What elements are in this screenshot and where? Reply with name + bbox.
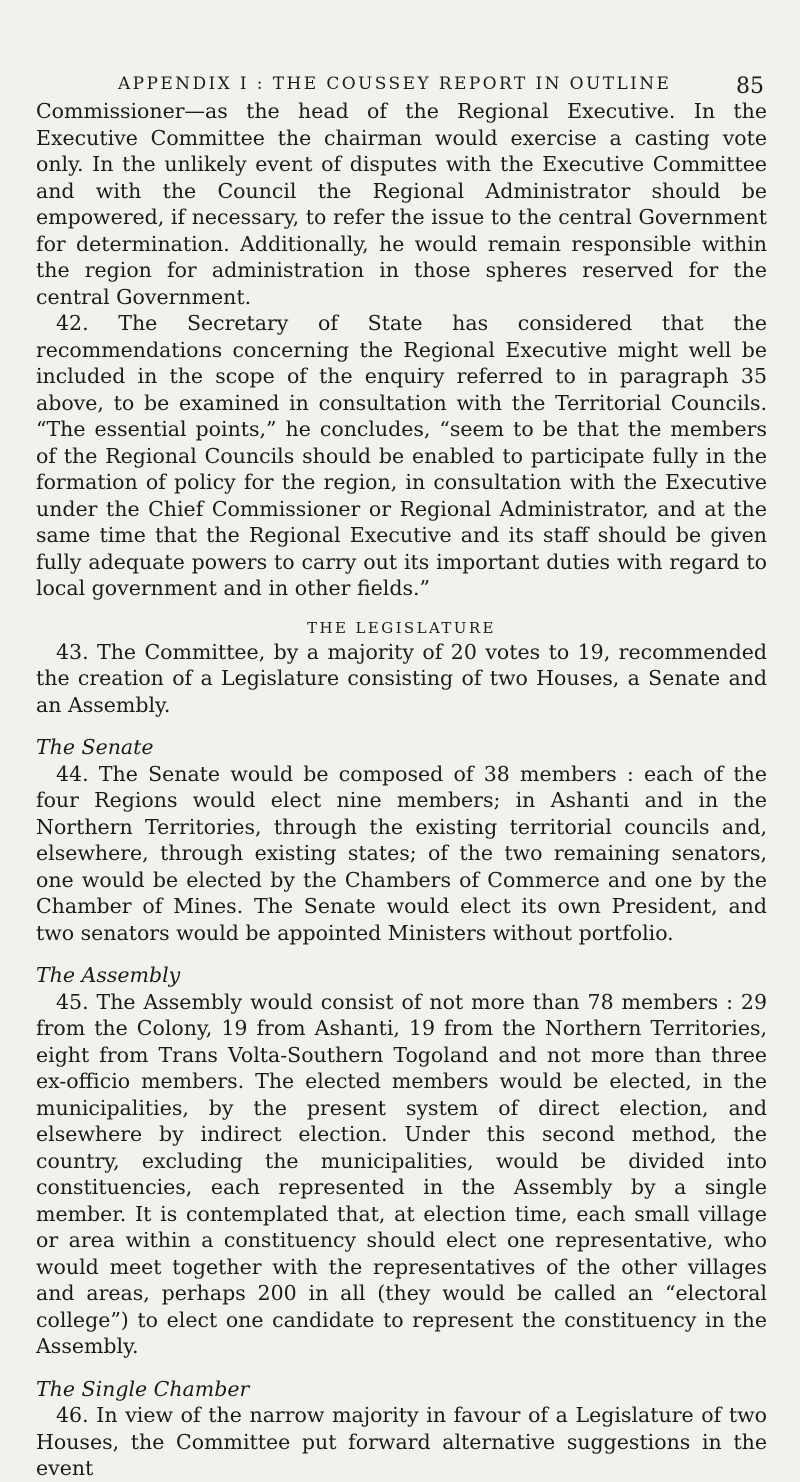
subheading-senate: The Senate	[36, 735, 154, 759]
paragraph-46: 46. In view of the narrow majority in favour of a Legislature of two Houses, the Committee put forward alternative suggestions in the event	[36, 1403, 767, 1480]
subheading-single-chamber: The Single Chamber	[36, 1376, 250, 1401]
paragraph-43: 43. The Committee, by a majority of 20 votes to 19, recommended the creation of a Legislature consisting of two Houses, a Senate and an Assembly.	[36, 639, 767, 717]
body-text	[36, 98, 767, 1482]
paragraph-continued: Commissioner—as the head of the Regional Executive. In the Executive Committee the chairman would exercise a casting vote only. In the unlikely event of disputes with the Executive Committee and with the Council the Regional Administrator should be empowered, if necessary, to refer the issue to the central Government for determination. Additionally, he would remain responsible within the region for administration in those spheres reserved for the central Government.	[36, 99, 767, 309]
paragraph-42: 42. The Secretary of State has considered that the recommendations concerning the Regional Executive might well be included in the scope of the enquiry referred to in paragraph 35 above, to be examined in consultation with the Territorial Councils. “The essential points,” he concludes, “seem to be that the members of the Regional Councils should be enabled to participate fully in the formation of policy for the region, in consultation with the Executive under the Chief Commissioner or Regional Administrator, and at the same time that the Regional Executive and its staff should be given fully adequate powers to carry out its important duties with regard to local government and in other fields.”	[36, 311, 767, 600]
paragraph-44: 44. The Senate would be composed of 38 members : each of the four Regions would elect nine members; in Ashanti and in the Northern Territories, through the existing territorial councils and, elsewhere, through existing states; of the two remaining senators, one would be elected by the Chambers of Commerce and one by the Chamber of Mines. The Senate would elect its own President, and two senators would be appointed Ministers without portfolio.	[36, 761, 767, 945]
running-head: APPENDIX I : THE COUSSEY REPORT IN OUTLINE	[118, 74, 672, 94]
section-heading-legislature: THE LEGISLATURE	[307, 618, 496, 637]
paragraph-45: 45. The Assembly would consist of not more than 78 members : 29 from the Colony, 19 from Ashanti, 19 from the Northern Territories, eight from Trans Volta-Southern Togoland and not more than three ex-officio members. The elected members would be elected, in the municipalities, by the present system of direct election, and elsewhere by indirect election. Under this second method, the country, excluding the municipalities, would be divided into constituencies, each represented in the Assembly by a single member. It is contemplated that, at election time, each small village or area within a constituency should elect one representative, who would meet together with the representatives of the other villages and areas, perhaps 200 in all (they would be called an “electoral college”) to elect one candidate to represent the constituency in the Assembly.	[36, 989, 767, 1358]
subheading-assembly: The Assembly	[36, 963, 181, 987]
page-number: 85	[736, 74, 764, 99]
